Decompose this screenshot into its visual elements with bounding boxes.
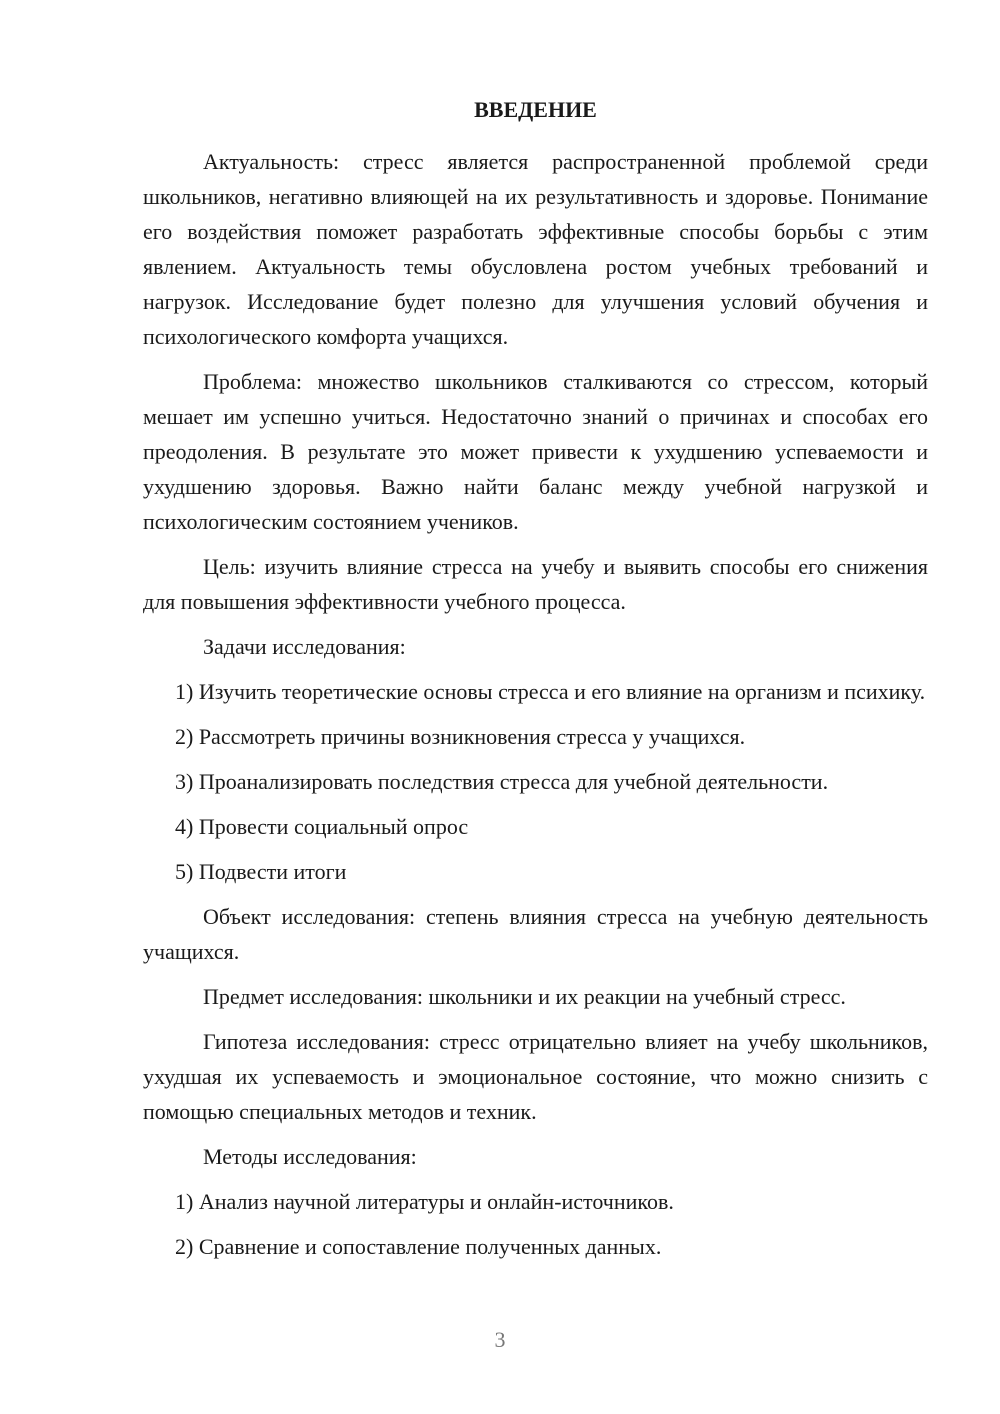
method-item: 1) Анализ научной литературы и онлайн-источников.	[175, 1189, 674, 1214]
task-item: 2) Рассмотреть причины возникновения стресса у учащихся.	[175, 724, 746, 749]
tasks-heading: Задачи исследования:	[203, 634, 406, 659]
task-item: 5) Подвести итоги	[175, 859, 347, 884]
task-item: 4) Провести социальный опрос	[175, 814, 469, 839]
task-item: 1) Изучить теоретические основы стресса и его влияние на организм и психику.	[175, 679, 926, 704]
problem-paragraph: Проблема: множество школьников сталкиваются со стрессом, который мешает им успешно учиться. Недостаточно знаний о причинах и способах его преодоления. В результате это может привести к ухудшению успеваемости и ухудшению здоровья. Важно найти баланс между учебной нагрузкой и психологическим состоянием учеников.	[143, 369, 928, 534]
task-item: 3) Проанализировать последствия стресса для учебной деятельности.	[175, 769, 829, 794]
document-page	[143, 95, 928, 1274]
object-paragraph: Объект исследования: степень влияния стресса на учебную деятельность учащихся.	[143, 904, 928, 964]
method-item: 2) Сравнение и сопоставление полученных данных.	[175, 1234, 662, 1259]
hypothesis-paragraph: Гипотеза исследования: стресс отрицательно влияет на учебу школьников, ухудшая их успеваемость и эмоциональное состояние, что можно снизить с помощью специальных методов и техник.	[143, 1029, 928, 1124]
page-number: 3	[494, 1327, 506, 1352]
goal-paragraph: Цель: изучить влияние стресса на учебу и выявить способы его снижения для повышения эффективности учебного процесса.	[143, 554, 928, 614]
methods-heading: Методы исследования:	[203, 1144, 417, 1169]
subject-paragraph: Предмет исследования: школьники и их реакции на учебный стресс.	[203, 984, 846, 1009]
document-title: ВВЕДЕНИЕ	[474, 97, 597, 122]
relevance-paragraph: Актуальность: стресс является распространенной проблемой среди школьников, негативно влияющей на их результативность и здоровье. Понимание его воздействия поможет разработать эффективные способы борьбы с этим явлением. Актуальность темы обусловлена ростом учебных требований и нагрузок. Исследование будет полезно для улучшения условий обучения и психологического комфорта учащихся.	[143, 149, 928, 349]
